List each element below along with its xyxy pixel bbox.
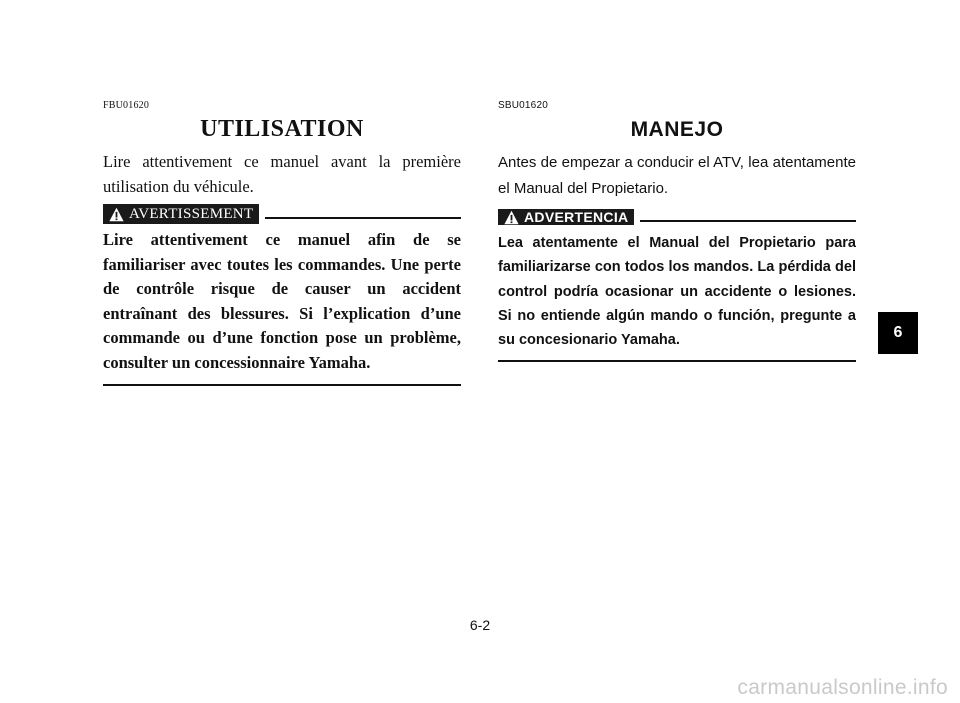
section-code: FBU01620	[103, 100, 150, 111]
warning-rule	[265, 217, 461, 219]
watermark: carmanualsonline.info	[737, 676, 948, 699]
warning-badge	[498, 209, 634, 225]
spanish-column	[498, 100, 856, 362]
warning-label: AVERTISSEMENT	[129, 205, 254, 222]
warning-header	[103, 204, 461, 224]
warning-label: ADVERTENCIA	[524, 209, 629, 225]
warning-text: Lea atentamente el Manual del Propietario para familiarizarse con todos los mandos. La pérdida del control podría ocasionar un accidente o lesiones. Si no entiende algún mando o función, pregunte a su concesionario Yamaha.	[498, 235, 856, 349]
french-column	[103, 100, 461, 386]
section-title: MANEJO	[630, 118, 724, 141]
chapter-tab: 6	[878, 312, 918, 354]
warning-triangle-icon	[504, 210, 519, 225]
section-title: UTILISATION	[200, 116, 364, 142]
intro-paragraph: Antes de empezar a conducir el ATV, lea atentamente el Manual del Propietario.	[498, 154, 856, 197]
page-number: 6-2	[469, 617, 491, 633]
warning-badge	[103, 204, 259, 224]
warning-rule	[640, 220, 856, 222]
warning-end-rule	[103, 384, 461, 386]
warning-end-rule	[498, 360, 856, 362]
warning-text: Lire attentivement ce manuel afin de se familiariser avec toutes les commandes. Une perte de contrôle risque de causer un accident entraînant des blessures. Si l’explication d’une commande ou d’une fonction pose un problème, consulter un concessionnaire Yamaha.	[103, 230, 461, 372]
section-code: SBU01620	[498, 100, 548, 111]
warning-triangle-icon	[109, 207, 124, 222]
warning-header	[498, 207, 856, 227]
intro-paragraph: Lire attentivement ce manuel avant la première utilisation du véhicule.	[103, 152, 461, 196]
